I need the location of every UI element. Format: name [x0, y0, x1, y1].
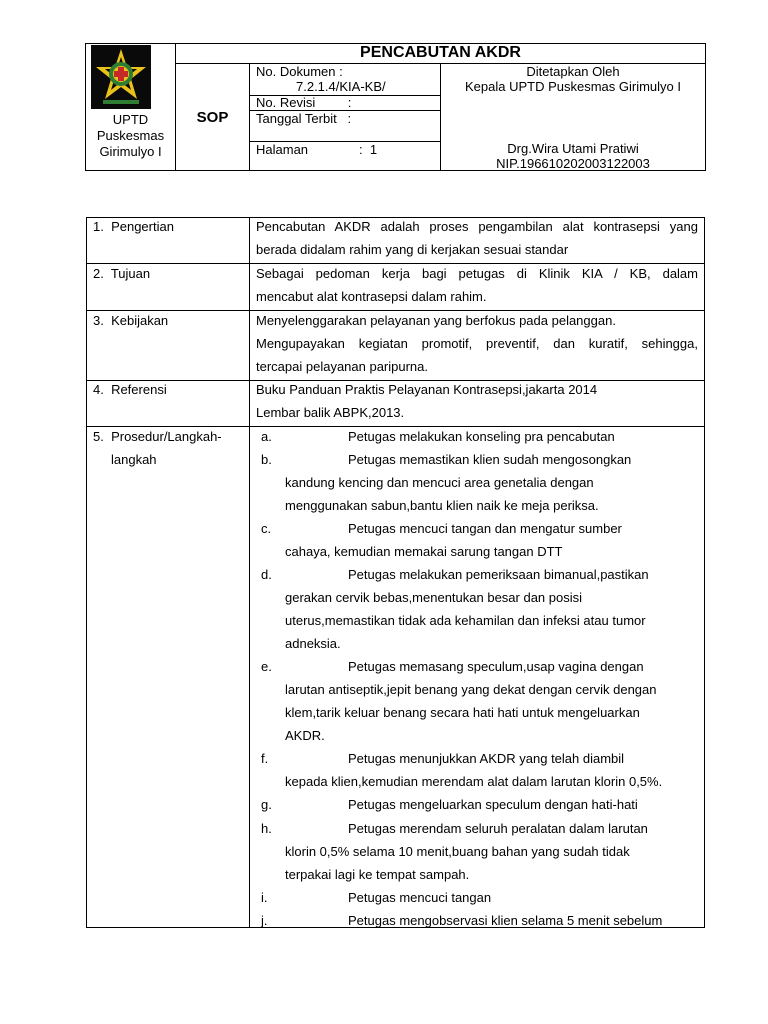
org-name-line3: Girimulyo I	[99, 144, 162, 159]
step-h-line3: terpakai lagi ke tempat sampah.	[285, 867, 470, 882]
step-i-letter: i.	[261, 890, 268, 905]
step-j-line1: Petugas mengobservasi klien selama 5 menit sebelum	[348, 913, 663, 928]
org-name-line2: Puskesmas	[96, 128, 165, 143]
step-d-line4: adneksia.	[285, 636, 341, 651]
signer-nip: NIP.196610202003122003	[496, 156, 650, 171]
step-e-line2: larutan antiseptik,jepit benang yang dekat dengan cervik dengan	[285, 682, 657, 697]
kepala-uptd: Kepala UPTD Puskesmas Girimulyo I	[464, 79, 681, 94]
step-h-letter: h.	[261, 821, 272, 836]
no-dokumen-label: No. Dokumen :	[256, 64, 343, 79]
sop-label: SOP	[196, 109, 229, 126]
step-c-line1: Petugas mencuci tangan dan mengatur sumber	[348, 521, 622, 536]
section-kebijakan-label: 3. Kebijakan	[93, 313, 169, 328]
no-revisi-label: No. Revisi :	[256, 95, 352, 110]
step-b-letter: b.	[261, 452, 272, 467]
step-a-line1: Petugas melakukan konseling pra pencabutan	[348, 429, 615, 444]
step-f-letter: f.	[261, 751, 269, 766]
step-e-line4: AKDR.	[285, 728, 325, 743]
step-a-letter: a.	[261, 429, 272, 444]
section-referensi-label: 4. Referensi	[93, 382, 167, 397]
section-kebijakan-line1: Menyelenggarakan pelayanan yang berfokus pada pelanggan.	[256, 313, 616, 328]
step-e-line3: klem,tarik keluar benang secara hati hati untuk mengeluarkan	[285, 705, 640, 720]
no-dokumen-value: 7.2.1.4/KIA-KB/	[296, 79, 386, 94]
step-g-line1: Petugas mengeluarkan speculum dengan hati-hati	[348, 797, 638, 812]
step-d-line1: Petugas melakukan pemeriksaan bimanual,pastikan	[348, 567, 649, 582]
section-referensi-line1: Buku Panduan Praktis Pelayanan Kontrasepsi,jakarta 2014	[256, 382, 598, 397]
tanggal-terbit-label: Tanggal Terbit :	[256, 111, 352, 126]
halaman-value: : 1	[359, 142, 378, 157]
step-d-line3: uterus,memastikan tidak ada kehamilan dan infeksi atau tumor	[285, 613, 646, 628]
step-g-letter: g.	[261, 797, 272, 812]
step-h-line1: Petugas merendam seluruh peralatan dalam larutan	[348, 821, 648, 836]
step-d-line2: gerakan cervik bebas,menentukan besar dan posisi	[285, 590, 583, 605]
section-tujuan-line1: Sebagai pedoman kerja bagi petugas di Klinik KIA / KB, dalam	[256, 266, 698, 281]
signer-name: Drg.Wira Utami Pratiwi	[507, 141, 639, 156]
ditetapkan-oleh: Ditetapkan Oleh	[526, 64, 620, 79]
section-pengertian-line2: berada didalam rahim yang di kerjakan sesuai standar	[256, 242, 569, 257]
step-e-line1: Petugas memasang speculum,usap vagina dengan	[348, 659, 644, 674]
step-b-line2: kandung kencing dan mencuci area genetalia dengan	[285, 475, 594, 490]
section-kebijakan-line2: Mengupayakan kegiatan promotif, preventif, dan kuratif, sehingga,	[256, 336, 698, 351]
step-b-line3: menggunakan sabun,bantu klien naik ke meja periksa.	[285, 498, 599, 513]
puskesmas-logo	[91, 45, 151, 109]
section-tujuan-label: 2. Tujuan	[93, 266, 151, 281]
step-i-line1: Petugas mencuci tangan	[348, 890, 492, 905]
section-pengertian-line1: Pencabutan AKDR adalah proses pengambilan alat kontrasepsi yang	[256, 219, 698, 234]
step-e-letter: e.	[261, 659, 272, 674]
halaman-label: Halaman	[256, 142, 309, 157]
section-prosedur-label-line2: langkah	[111, 452, 157, 467]
section-prosedur-label-line1: 5. Prosedur/Langkah-	[93, 429, 222, 444]
step-c-line2: cahaya, kemudian memakai sarung tangan DTT	[285, 544, 563, 559]
document-title: PENCABUTAN AKDR	[360, 44, 521, 61]
step-b-line1: Petugas memastikan klien sudah mengosongkan	[348, 452, 632, 467]
section-tujuan-line2: mencabut alat kontrasepsi dalam rahim.	[256, 289, 487, 304]
section-referensi-line2: Lembar balik ABPK,2013.	[256, 405, 405, 420]
section-kebijakan-line3: tercapai pelayanan paripurna.	[256, 359, 429, 374]
step-d-letter: d.	[261, 567, 272, 582]
step-c-letter: c.	[261, 521, 272, 536]
section-pengertian-label: 1. Pengertian	[93, 219, 174, 234]
org-name-line1: UPTD	[112, 112, 149, 127]
step-f-line2: kepada klien,kemudian merendam alat dalam larutan klorin 0,5%.	[285, 774, 663, 789]
step-h-line2: klorin 0,5% selama 10 menit,buang bahan yang sudah tidak	[285, 844, 630, 859]
step-f-line1: Petugas menunjukkan AKDR yang telah diambil	[348, 751, 625, 766]
step-j-letter: j.	[261, 913, 268, 928]
